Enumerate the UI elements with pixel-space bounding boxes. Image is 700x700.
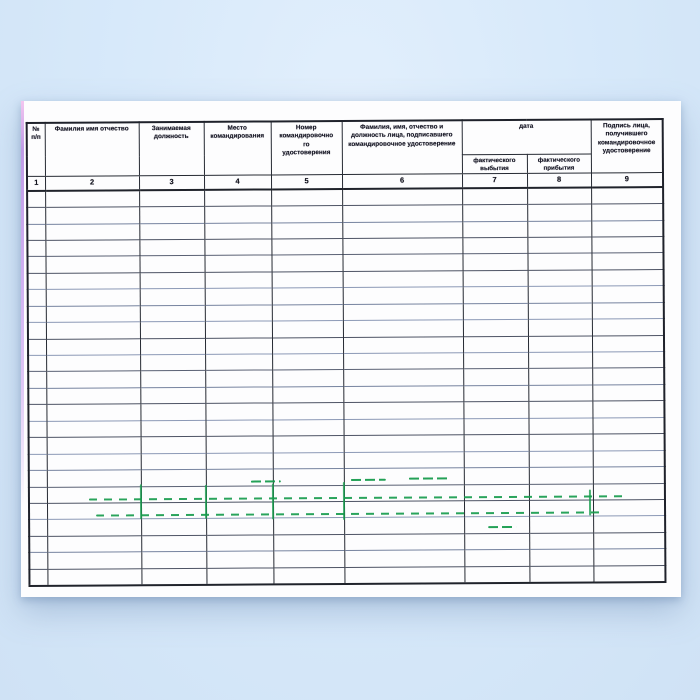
table-cell (529, 500, 593, 517)
table-cell (593, 467, 665, 484)
table-cell (462, 204, 527, 221)
col-header-position: Занимаемая должность (139, 122, 204, 176)
table-cell (528, 319, 592, 336)
table-cell (141, 535, 206, 552)
table-cell (46, 388, 140, 405)
table-cell (29, 503, 47, 520)
table-cell (344, 468, 464, 485)
col-number: 8 (527, 173, 591, 188)
table-cell (206, 453, 273, 470)
table-cell (28, 306, 46, 323)
table-cell (593, 549, 665, 566)
col-subheader-arrival: фактического прибытия (527, 153, 591, 173)
table-cell (140, 338, 205, 355)
table-cell (45, 207, 139, 224)
table-cell (344, 517, 464, 534)
table-cell (272, 321, 343, 338)
table-cell (592, 352, 664, 369)
table-cell (139, 189, 204, 206)
table-cell (464, 451, 529, 468)
table-cell (273, 436, 344, 453)
table-cell (593, 450, 665, 467)
table-cell (273, 534, 344, 551)
table-cell (45, 223, 139, 240)
table-cell (529, 451, 593, 468)
table-cell (139, 206, 204, 223)
table-cell (141, 437, 206, 454)
table-cell (205, 354, 272, 371)
table-cell (529, 533, 593, 550)
table-cell (141, 552, 206, 569)
table-cell (45, 240, 139, 257)
table-cell (527, 253, 591, 270)
table-cell (28, 339, 46, 356)
table-cell (529, 566, 593, 583)
col-header-signature: Подпись лица, получившего командировочное удостоверение (591, 119, 663, 173)
col-header-doc-number: Номер командировочно го удостоверения (271, 121, 342, 175)
table-cell (139, 256, 204, 273)
table-cell (28, 355, 46, 372)
table-cell (272, 288, 343, 305)
table-cell (140, 289, 205, 306)
table-cell (140, 404, 205, 421)
table-cell (463, 352, 528, 369)
table-cell (272, 271, 343, 288)
table-cell (46, 404, 140, 421)
table-cell (343, 320, 463, 337)
table-cell (528, 303, 592, 320)
table-cell (46, 273, 140, 290)
table-cell (47, 437, 141, 454)
table-cell (343, 419, 463, 436)
table-cell (271, 222, 342, 239)
scanned-page (21, 101, 681, 597)
table-cell (206, 485, 273, 502)
table-cell (46, 289, 140, 306)
table-cell (139, 239, 204, 256)
table-cell (529, 516, 593, 533)
table-cell (29, 569, 47, 586)
table-cell (344, 566, 464, 584)
table-cell (464, 566, 529, 583)
col-header-npp: № п/п (27, 123, 45, 176)
table-cell (592, 401, 664, 418)
table-cell (342, 254, 462, 271)
table-cell (45, 190, 139, 208)
table-cell (140, 354, 205, 371)
table-cell (593, 434, 665, 451)
table-cell (528, 352, 592, 369)
table-cell (273, 551, 344, 568)
table-cell (140, 387, 205, 404)
table-cell (46, 322, 140, 339)
table-cell (462, 254, 527, 271)
table-cell (527, 220, 591, 237)
col-number: 5 (271, 174, 342, 189)
table-cell (47, 552, 141, 569)
table-cell (464, 435, 529, 452)
table-cell (342, 188, 462, 206)
table-cell (592, 368, 664, 385)
table-cell (205, 338, 272, 355)
table-cell (141, 486, 206, 503)
table-cell (344, 484, 464, 501)
table-cell (593, 532, 665, 549)
table-cell (528, 385, 592, 402)
table-cell (462, 237, 527, 254)
table-cell (464, 500, 529, 517)
table-cell (28, 421, 46, 438)
table-cell (591, 220, 663, 237)
table-cell (529, 434, 593, 451)
table-cell (205, 321, 272, 338)
table-cell (205, 370, 272, 387)
table-cell (47, 503, 141, 520)
table-cell (342, 221, 462, 238)
table-cell (204, 255, 271, 272)
scan-edge-artifact (21, 101, 24, 508)
table-cell (344, 451, 464, 468)
table-cell (528, 401, 592, 418)
table-cell (529, 483, 593, 500)
table-cell (529, 467, 593, 484)
col-number: 2 (45, 175, 139, 190)
table-cell (29, 553, 47, 570)
table-cell (463, 418, 528, 435)
table-cell (593, 483, 665, 500)
table-cell (204, 189, 271, 206)
table-cell (591, 187, 663, 204)
table-cell (271, 206, 342, 223)
table-cell (141, 568, 206, 585)
table-cell (592, 269, 664, 286)
table-cell (462, 188, 527, 205)
table-cell (205, 305, 272, 322)
table-cell (344, 501, 464, 518)
table-cell (463, 303, 528, 320)
table-cell (591, 236, 663, 253)
table-cell (27, 257, 45, 274)
table-cell (593, 516, 665, 533)
table-cell (271, 189, 342, 206)
table-cell (47, 568, 141, 586)
col-group-header-date: дата (462, 119, 591, 154)
table-cell (343, 303, 463, 320)
table-cell (344, 550, 464, 567)
table-cell (28, 273, 46, 290)
table-cell (271, 238, 342, 255)
table-cell (343, 386, 463, 403)
table-cell (205, 403, 272, 420)
journal-table (26, 118, 667, 587)
table-cell (28, 322, 46, 339)
table-cell (46, 305, 140, 322)
table-row (29, 565, 665, 586)
table-cell (29, 520, 47, 537)
table-cell (27, 207, 45, 224)
table-cell (463, 270, 528, 287)
table-cell (528, 336, 592, 353)
table-cell (273, 501, 344, 518)
table-cell (464, 533, 529, 550)
table-cell (343, 369, 463, 386)
table-cell (528, 368, 592, 385)
table-cell (29, 487, 47, 504)
table-cell (592, 335, 664, 352)
table-cell (46, 421, 140, 438)
table-cell (27, 240, 45, 257)
table-cell (206, 469, 273, 486)
table-cell (592, 286, 664, 303)
table-cell (28, 388, 46, 405)
table-cell (528, 270, 592, 287)
table-cell (344, 534, 464, 551)
table-cell (272, 304, 343, 321)
table-area (26, 118, 665, 562)
table-cell (272, 386, 343, 403)
table-cell (342, 205, 462, 222)
table-cell (463, 402, 528, 419)
table-cell (140, 305, 205, 322)
table-cell (529, 549, 593, 566)
table-cell (205, 288, 272, 305)
col-number: 1 (27, 176, 45, 191)
table-cell (204, 239, 271, 256)
table-cell (273, 485, 344, 502)
table-cell (271, 255, 342, 272)
col-number: 9 (591, 172, 663, 187)
table-cell (463, 369, 528, 386)
table-cell (464, 467, 529, 484)
table-cell (46, 338, 140, 355)
table-cell (204, 206, 271, 223)
table-cell (140, 371, 205, 388)
table-cell (591, 204, 663, 221)
table-cell (593, 499, 665, 516)
table-cell (272, 419, 343, 436)
table-cell (28, 405, 46, 422)
table-cell (140, 321, 205, 338)
table-cell (462, 221, 527, 238)
table-cell (592, 319, 664, 336)
table-cell (273, 567, 344, 584)
table-cell (592, 302, 664, 319)
table-cell (463, 336, 528, 353)
table-cell (140, 272, 205, 289)
table-cell (527, 237, 591, 254)
table-cell (343, 271, 463, 288)
table-cell (272, 337, 343, 354)
table-cell (141, 502, 206, 519)
table-cell (27, 224, 45, 241)
table-cell (463, 320, 528, 337)
col-number: 7 (462, 173, 527, 188)
table-cell (343, 353, 463, 370)
table-cell (527, 187, 591, 204)
table-cell (141, 453, 206, 470)
col-number: 4 (204, 175, 271, 190)
table-cell (47, 519, 141, 536)
table-cell (273, 518, 344, 535)
table-cell (343, 287, 463, 304)
table-cell (29, 536, 47, 553)
table-cell (344, 435, 464, 452)
table-cell (28, 372, 46, 389)
table-cell (342, 238, 462, 255)
table-cell (343, 336, 463, 353)
table-cell (591, 253, 663, 270)
table-cell (206, 535, 273, 552)
table-cell (141, 519, 206, 536)
table-cell (593, 565, 665, 582)
table-cell (140, 420, 205, 437)
table-cell (47, 536, 141, 553)
table-cell (29, 438, 47, 455)
table-cell (206, 518, 273, 535)
table-cell (343, 402, 463, 419)
col-number: 3 (139, 175, 204, 190)
table-cell (28, 290, 46, 307)
table-cell (206, 502, 273, 519)
col-header-place: Место командирования (204, 121, 271, 175)
table-cell (47, 486, 141, 503)
table-cell (206, 436, 273, 453)
table-cell (527, 204, 591, 221)
col-subheader-departure: фактического выбытия (462, 154, 527, 174)
table-cell (273, 469, 344, 486)
table-cell (592, 417, 664, 434)
table-cell (592, 384, 664, 401)
table-cell (139, 223, 204, 240)
col-header-signer: Фамилия, имя, отчество и должность лица, подписавшего командировочное удостоверение (342, 120, 462, 174)
table-cell (464, 517, 529, 534)
table-cell (273, 452, 344, 469)
table-cell (47, 470, 141, 487)
table-cell (45, 256, 139, 273)
col-header-fio: Фамилия имя отчество (45, 122, 139, 176)
table-cell (29, 470, 47, 487)
table-cell (528, 418, 592, 435)
table-cell (272, 354, 343, 371)
table-cell (463, 287, 528, 304)
table-cell (464, 484, 529, 501)
table-cell (46, 371, 140, 388)
table-cell (464, 550, 529, 567)
table-cell (205, 387, 272, 404)
table-cell (205, 272, 272, 289)
table-cell (272, 370, 343, 387)
table-cell (206, 568, 273, 585)
table-cell (205, 420, 272, 437)
table-cell (528, 286, 592, 303)
table-cell (46, 355, 140, 372)
table-cell (272, 403, 343, 420)
table-cell (47, 453, 141, 470)
table-cell (206, 551, 273, 568)
col-number: 6 (342, 173, 462, 188)
table-cell (463, 385, 528, 402)
table-cell (27, 190, 45, 207)
table-cell (29, 454, 47, 471)
table-cell (141, 469, 206, 486)
table-cell (204, 222, 271, 239)
